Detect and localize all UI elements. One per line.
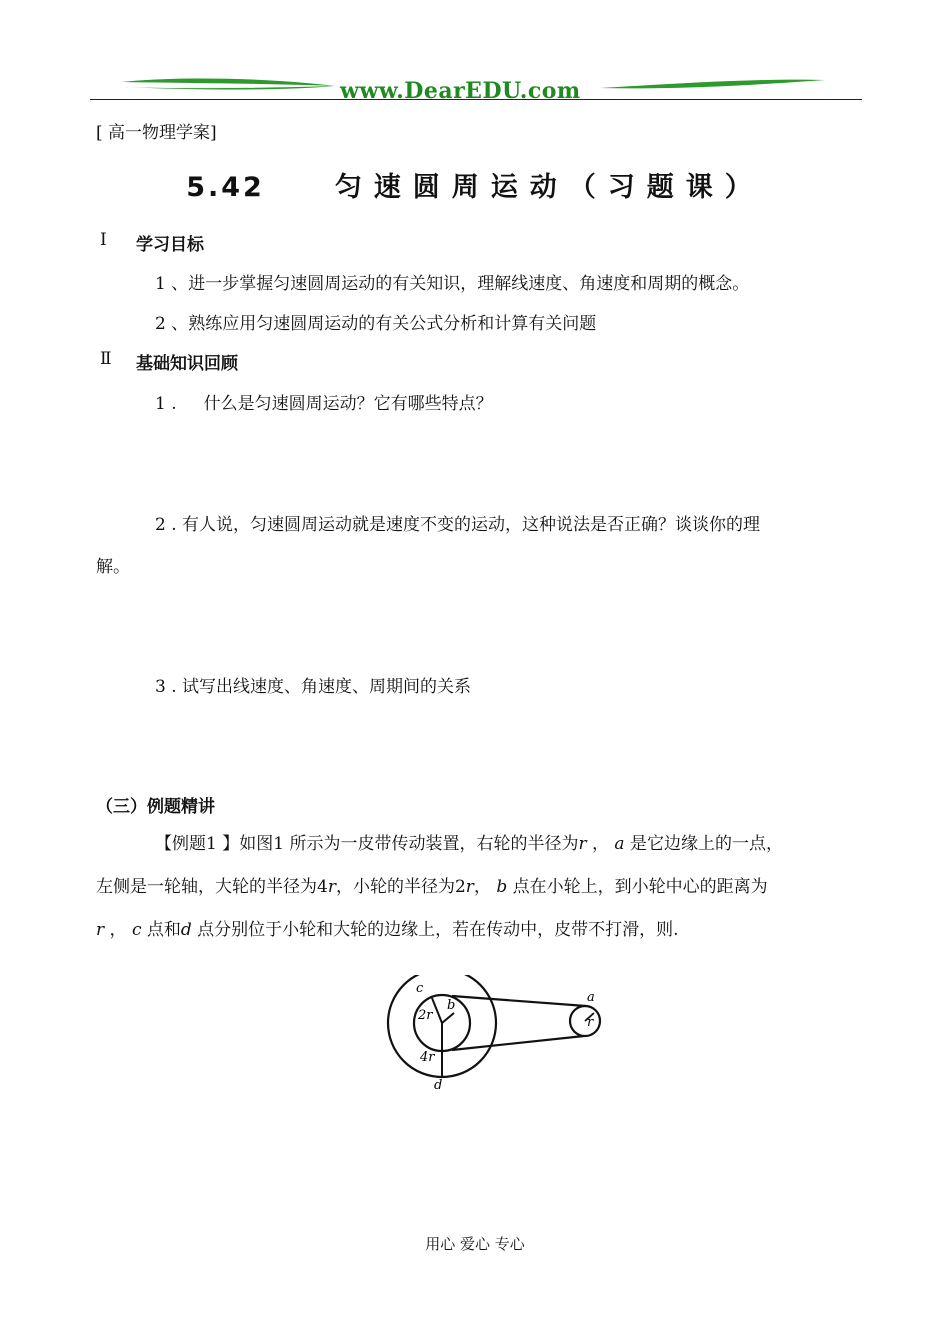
- label-c: c: [416, 981, 424, 996]
- belt-bottom: [452, 1036, 584, 1050]
- example-text: 左侧是一轮轴，大轮的半径为4: [96, 877, 328, 897]
- belt-drive-figure: [380, 975, 620, 1095]
- label-a: a: [587, 990, 595, 1005]
- var-d: d: [180, 920, 192, 940]
- example-text: 点和: [141, 920, 181, 940]
- radius-2r: [432, 998, 442, 1023]
- question-2-line1: 2 . 有人说，匀速圆周运动就是速度不变的运动，这种说法是否正确？谈谈你的理: [155, 515, 761, 535]
- example-line-3: [96, 915, 679, 940]
- example-text: 如图1 所示为一皮带传动装置，右轮的半径为: [239, 834, 579, 854]
- example-line-2: [96, 872, 768, 897]
- label-d: d: [434, 1078, 443, 1093]
- header-divider: [90, 99, 862, 100]
- section3-heading: （三）例题精讲: [96, 797, 215, 817]
- example-text: 点分别位于小轮和大轮的边缘上，若在传动中，皮带不打滑，则.: [191, 920, 679, 940]
- example-line-1: [155, 829, 783, 854]
- label-2r: 2r: [418, 1008, 433, 1023]
- belt-top: [452, 996, 586, 1006]
- section1-item-1: 1 、进一步掌握匀速圆周运动的有关知识，理解线速度、角速度和周期的概念。: [155, 274, 750, 294]
- label-b: b: [447, 998, 456, 1013]
- section1-heading: 学习目标: [136, 235, 204, 255]
- page-title: [0, 165, 950, 204]
- example-text: ，: [473, 877, 497, 897]
- site-logo-text: www.DearEDU.com: [340, 78, 581, 104]
- example-text: ，: [586, 834, 615, 854]
- section1-item-2: 2 、熟练应用匀速圆周运动的有关公式分析和计算有关问题: [155, 314, 597, 334]
- var-r: r: [578, 834, 587, 854]
- var-c: c: [131, 920, 142, 940]
- var-r: r: [327, 877, 336, 897]
- var-a: a: [614, 834, 625, 854]
- page-footer: 用心 爱心 专心: [425, 1235, 525, 1253]
- example-text: 是它边缘上的一点，: [624, 834, 783, 854]
- example-text: ，小轮的半径为2: [335, 877, 466, 897]
- title-main: 匀速圆周运动（习题课）: [334, 172, 764, 203]
- var-b: b: [496, 877, 508, 897]
- question-2-line2: 解。: [96, 557, 130, 577]
- section2-numeral: Ⅱ: [100, 349, 112, 369]
- section2-heading: 基础知识回顾: [136, 354, 238, 374]
- radius-b: [442, 1013, 454, 1023]
- question-3: 3 . 试写出线速度、角速度、周期间的关系: [155, 677, 472, 697]
- document-tag: [ 高一物理学案]: [96, 123, 217, 143]
- label-r: r: [587, 1015, 594, 1030]
- example-text: ，: [104, 920, 132, 940]
- example-text: 点在小轮上，到小轮中心的距离为: [507, 877, 768, 897]
- title-number: 5.42: [186, 172, 265, 203]
- section1-numeral: Ⅰ: [100, 230, 107, 250]
- example-label: 【例题1 】: [155, 834, 240, 854]
- question-1: 1 . 什么是匀速圆周运动？它有哪些特点？: [155, 394, 493, 414]
- label-4r: 4r: [420, 1050, 435, 1065]
- var-r: r: [465, 877, 474, 897]
- var-r: r: [96, 920, 105, 940]
